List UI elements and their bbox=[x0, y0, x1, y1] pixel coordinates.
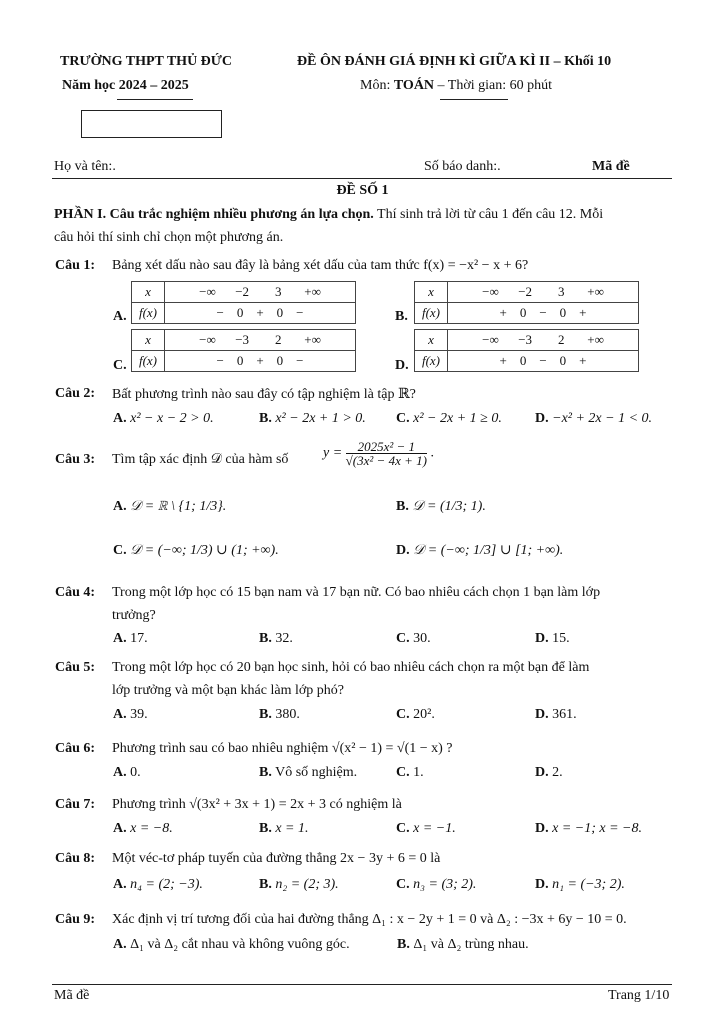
option-letter: D. bbox=[396, 543, 410, 558]
row-f-label: f(x) bbox=[132, 303, 165, 324]
option-letter: B. bbox=[259, 765, 272, 780]
q8-option-b[interactable] bbox=[259, 877, 339, 893]
option-letter: A. bbox=[113, 499, 127, 514]
q4-text-line1: Trong một lớp học có 15 bạn nam và 17 bạn nữ. Có bao nhiêu cách chọn 1 bạn làm lớp bbox=[112, 585, 601, 600]
q5-option-d[interactable] bbox=[535, 707, 577, 723]
q2-option-d[interactable] bbox=[535, 411, 652, 427]
footer-page-number: Trang 1/10 bbox=[608, 988, 670, 1003]
q2-option-b[interactable] bbox=[259, 411, 366, 427]
option-text: 1. bbox=[413, 765, 424, 780]
part1-line1 bbox=[54, 207, 679, 223]
option-text: 20². bbox=[413, 707, 435, 722]
option-letter: B. bbox=[397, 937, 410, 952]
option-letter: A. bbox=[113, 631, 127, 646]
q4-option-d[interactable] bbox=[535, 631, 570, 647]
q9-option-b[interactable] bbox=[397, 937, 529, 953]
q5-option-a[interactable] bbox=[113, 707, 148, 723]
name-label: Họ và tên:. bbox=[54, 159, 116, 174]
q5-option-c[interactable] bbox=[396, 707, 435, 723]
option-letter: D. bbox=[535, 821, 549, 836]
option-text: Vô số nghiệm. bbox=[275, 765, 358, 780]
subject-line bbox=[360, 78, 552, 94]
subject: TOÁN bbox=[393, 78, 435, 93]
option-text: 17. bbox=[130, 631, 148, 646]
q2-option-a[interactable] bbox=[113, 411, 214, 427]
option-text: x = 1. bbox=[275, 821, 309, 836]
option-letter: C. bbox=[396, 707, 410, 722]
option-text: 32. bbox=[275, 631, 293, 646]
q4-text-line2: trưởng? bbox=[112, 608, 156, 623]
q5-text-line1: Trong một lớp học có 20 bạn học sinh, hỏi có bao nhiêu cách chọn ra một bạn để làm bbox=[112, 660, 590, 675]
q5-text-line2: lớp trưởng và một bạn khác làm lớp phó? bbox=[112, 683, 344, 698]
footer-divider bbox=[52, 984, 672, 985]
q6-text: Phương trình sau có bao nhiêu nghiệm √(x² − 1) = √(1 − x) ? bbox=[112, 741, 453, 756]
q3-option-d[interactable] bbox=[396, 542, 563, 559]
option-text: 𝒟 = (−∞; 1/3] ∪ [1; +∞). bbox=[413, 543, 564, 558]
option-text: 𝒟 = (−∞; 1/3) ∪ (1; +∞). bbox=[130, 543, 279, 558]
x-values: −∞ −2 3 +∞ bbox=[448, 282, 639, 303]
option-text: Δ₁ và Δ₂ cắt nhau và không vuông góc. bbox=[130, 937, 350, 952]
option-letter: A. bbox=[113, 411, 127, 426]
q8-option-a[interactable] bbox=[113, 877, 203, 893]
q2-option-c[interactable] bbox=[396, 411, 502, 427]
q4-option-a[interactable] bbox=[113, 631, 148, 647]
q3-text: Tìm tập xác định 𝒟 của hàm số bbox=[112, 452, 289, 467]
q6-option-b[interactable] bbox=[259, 765, 357, 781]
option-letter: B. bbox=[259, 411, 272, 426]
q4-option-c[interactable] bbox=[396, 631, 431, 647]
row-f-label: f(x) bbox=[415, 303, 448, 324]
x-values: −∞ −3 2 +∞ bbox=[448, 330, 639, 351]
option-letter: C. bbox=[113, 543, 127, 558]
option-letter: D. bbox=[535, 707, 549, 722]
option-letter: D. bbox=[535, 877, 549, 892]
q1-sign-table-d bbox=[414, 329, 639, 372]
x-values: −∞ −2 3 +∞ bbox=[165, 282, 356, 303]
q1-sign-table-c bbox=[131, 329, 356, 372]
option-text: 2. bbox=[552, 765, 563, 780]
option-letter: C. bbox=[396, 821, 410, 836]
option-letter: C. bbox=[396, 765, 410, 780]
q7-option-a[interactable] bbox=[113, 821, 173, 837]
q7-label: Câu 7: bbox=[55, 797, 96, 812]
option-letter: A. bbox=[113, 765, 127, 780]
q7-option-d[interactable] bbox=[535, 821, 642, 837]
q2-text: Bất phương trình nào sau đây có tập nghiệm là tập ℝ? bbox=[112, 387, 416, 402]
option-text: n₂ = (2; 3). bbox=[275, 877, 339, 892]
option-letter: A. bbox=[113, 877, 127, 892]
option-text: 𝒟 = ℝ \ {1; 1/3}. bbox=[130, 499, 227, 514]
denominator: √(3x² − 4x + 1) bbox=[345, 453, 427, 468]
option-letter: A. bbox=[113, 707, 127, 722]
x-values: −∞ −3 2 +∞ bbox=[165, 330, 356, 351]
q7-option-b[interactable] bbox=[259, 821, 309, 837]
ma-de-label: Mã đề bbox=[592, 159, 630, 174]
q8-text: Một véc-tơ pháp tuyến của đường thẳng 2x − 3y + 6 = 0 là bbox=[112, 851, 441, 866]
option-letter: B. bbox=[259, 877, 272, 892]
row-x-label: x bbox=[132, 330, 165, 351]
q1-option-d-letter: D. bbox=[395, 358, 409, 373]
row-x-label: x bbox=[132, 282, 165, 303]
f-signs: + 0 − 0 + bbox=[448, 303, 639, 324]
q5-option-b[interactable] bbox=[259, 707, 300, 723]
option-letter: B. bbox=[259, 707, 272, 722]
q8-label: Câu 8: bbox=[55, 851, 96, 866]
q3-function: y = $\frac{\text{2025x² − 1}}{\text{√(3x² − 4x + 1)}}$ . bbox=[323, 439, 434, 468]
option-text: x² − 2x + 1 > 0. bbox=[275, 411, 366, 426]
option-letter: B. bbox=[259, 631, 272, 646]
q6-label: Câu 6: bbox=[55, 741, 96, 756]
q3-option-c[interactable] bbox=[113, 542, 279, 559]
subject-prefix: Môn: bbox=[360, 78, 394, 93]
footer-ma-de: Mã đề bbox=[54, 988, 90, 1003]
q1-option-c-letter: C. bbox=[113, 358, 127, 373]
option-letter: B. bbox=[396, 499, 409, 514]
option-text: x² − x − 2 > 0. bbox=[130, 411, 214, 426]
row-x-label: x bbox=[415, 282, 448, 303]
func-y: y = bbox=[323, 445, 343, 461]
q7-option-c[interactable] bbox=[396, 821, 456, 837]
option-letter: A. bbox=[113, 937, 127, 952]
q3-fraction bbox=[346, 440, 427, 467]
q6-option-d[interactable] bbox=[535, 765, 563, 781]
divider bbox=[117, 99, 193, 100]
option-text: 380. bbox=[275, 707, 300, 722]
row-x-label: x bbox=[415, 330, 448, 351]
option-text: x = −1; x = −8. bbox=[552, 821, 643, 836]
sbd-label: Số báo danh:. bbox=[424, 159, 501, 174]
q1-option-a-letter: A. bbox=[113, 309, 127, 324]
part1-title: PHẦN I. Câu trắc nghiệm nhiều phương án lựa chọn. bbox=[54, 207, 374, 222]
f-signs: − 0 + 0 − bbox=[165, 303, 356, 324]
q1-label: Câu 1: bbox=[55, 258, 96, 273]
option-text: Δ₁ và Δ₂ trùng nhau. bbox=[413, 937, 529, 952]
option-text: 361. bbox=[552, 707, 577, 722]
school-year: Năm học 2024 – 2025 bbox=[62, 78, 189, 93]
q3-option-b[interactable] bbox=[396, 499, 486, 515]
q9-label: Câu 9: bbox=[55, 912, 96, 927]
row-f-label: f(x) bbox=[415, 351, 448, 372]
option-text: 15. bbox=[552, 631, 570, 646]
q1-sign-table-b bbox=[414, 281, 639, 324]
q9-text: Xác định vị trí tương đối của hai đường thẳng Δ₁ : x − 2y + 1 = 0 và Δ₂ : −3x + 6y − 10 = 0. bbox=[112, 912, 627, 927]
option-letter: A. bbox=[113, 821, 127, 836]
option-letter: D. bbox=[535, 631, 549, 646]
part1-desc2: câu hỏi thí sinh chỉ chọn một phương án. bbox=[54, 230, 284, 245]
option-text: n₁ = (−3; 2). bbox=[552, 877, 625, 892]
q5-label: Câu 5: bbox=[55, 660, 96, 675]
part1-desc: Thí sinh trả lời từ câu 1 đến câu 12. Mỗi bbox=[373, 207, 604, 222]
code-box bbox=[81, 110, 222, 138]
option-letter: D. bbox=[535, 765, 549, 780]
q7-text: Phương trình √(3x² + 3x + 1) = 2x + 3 có nghiệm là bbox=[112, 797, 402, 812]
numerator: 2025x² − 1 bbox=[346, 440, 427, 454]
q4-label: Câu 4: bbox=[55, 585, 96, 600]
f-signs: − 0 + 0 − bbox=[165, 351, 356, 372]
q9-option-a[interactable] bbox=[113, 937, 350, 953]
f-signs: + 0 − 0 + bbox=[448, 351, 639, 372]
divider bbox=[52, 178, 672, 179]
option-text: 0. bbox=[130, 765, 141, 780]
q3-option-a[interactable] bbox=[113, 499, 226, 515]
q1-text: Bảng xét dấu nào sau đây là bảng xét dấu của tam thức f(x) = −x² − x + 6? bbox=[112, 258, 529, 273]
q6-option-c[interactable] bbox=[396, 765, 424, 781]
q3-label: Câu 3: bbox=[55, 452, 96, 467]
exam-time: – Thời gian: 60 phút bbox=[434, 78, 553, 93]
option-text: −x² + 2x − 1 < 0. bbox=[552, 411, 653, 426]
option-text: x = −8. bbox=[130, 821, 173, 836]
divider bbox=[440, 99, 508, 100]
option-letter: C. bbox=[396, 877, 410, 892]
de-so: ĐỀ SỐ 1 bbox=[336, 183, 389, 198]
q1-sign-table-a bbox=[131, 281, 356, 324]
option-text: x = −1. bbox=[413, 821, 456, 836]
option-letter: C. bbox=[396, 631, 410, 646]
q6-option-a[interactable] bbox=[113, 765, 141, 781]
option-letter: D. bbox=[535, 411, 549, 426]
option-letter: B. bbox=[259, 821, 272, 836]
q4-option-b[interactable] bbox=[259, 631, 293, 647]
option-letter: C. bbox=[396, 411, 410, 426]
option-text: x² − 2x + 1 ≥ 0. bbox=[413, 411, 502, 426]
q8-option-d[interactable] bbox=[535, 877, 625, 893]
exam-title: ĐỀ ÔN ĐÁNH GIÁ ĐỊNH KÌ GIỮA KÌ II – Khối 10 bbox=[297, 54, 612, 69]
option-text: n₄ = (2; −3). bbox=[130, 877, 203, 892]
row-f-label: f(x) bbox=[132, 351, 165, 372]
q8-option-c[interactable] bbox=[396, 877, 476, 893]
q1-option-b-letter: B. bbox=[395, 309, 408, 324]
option-text: 𝒟 = (1/3; 1). bbox=[412, 499, 486, 514]
option-text: 30. bbox=[413, 631, 431, 646]
option-text: n₃ = (3; 2). bbox=[413, 877, 477, 892]
option-text: 39. bbox=[130, 707, 148, 722]
q2-label: Câu 2: bbox=[55, 386, 96, 401]
school-name: TRƯỜNG THPT THỦ ĐỨC bbox=[60, 54, 233, 69]
